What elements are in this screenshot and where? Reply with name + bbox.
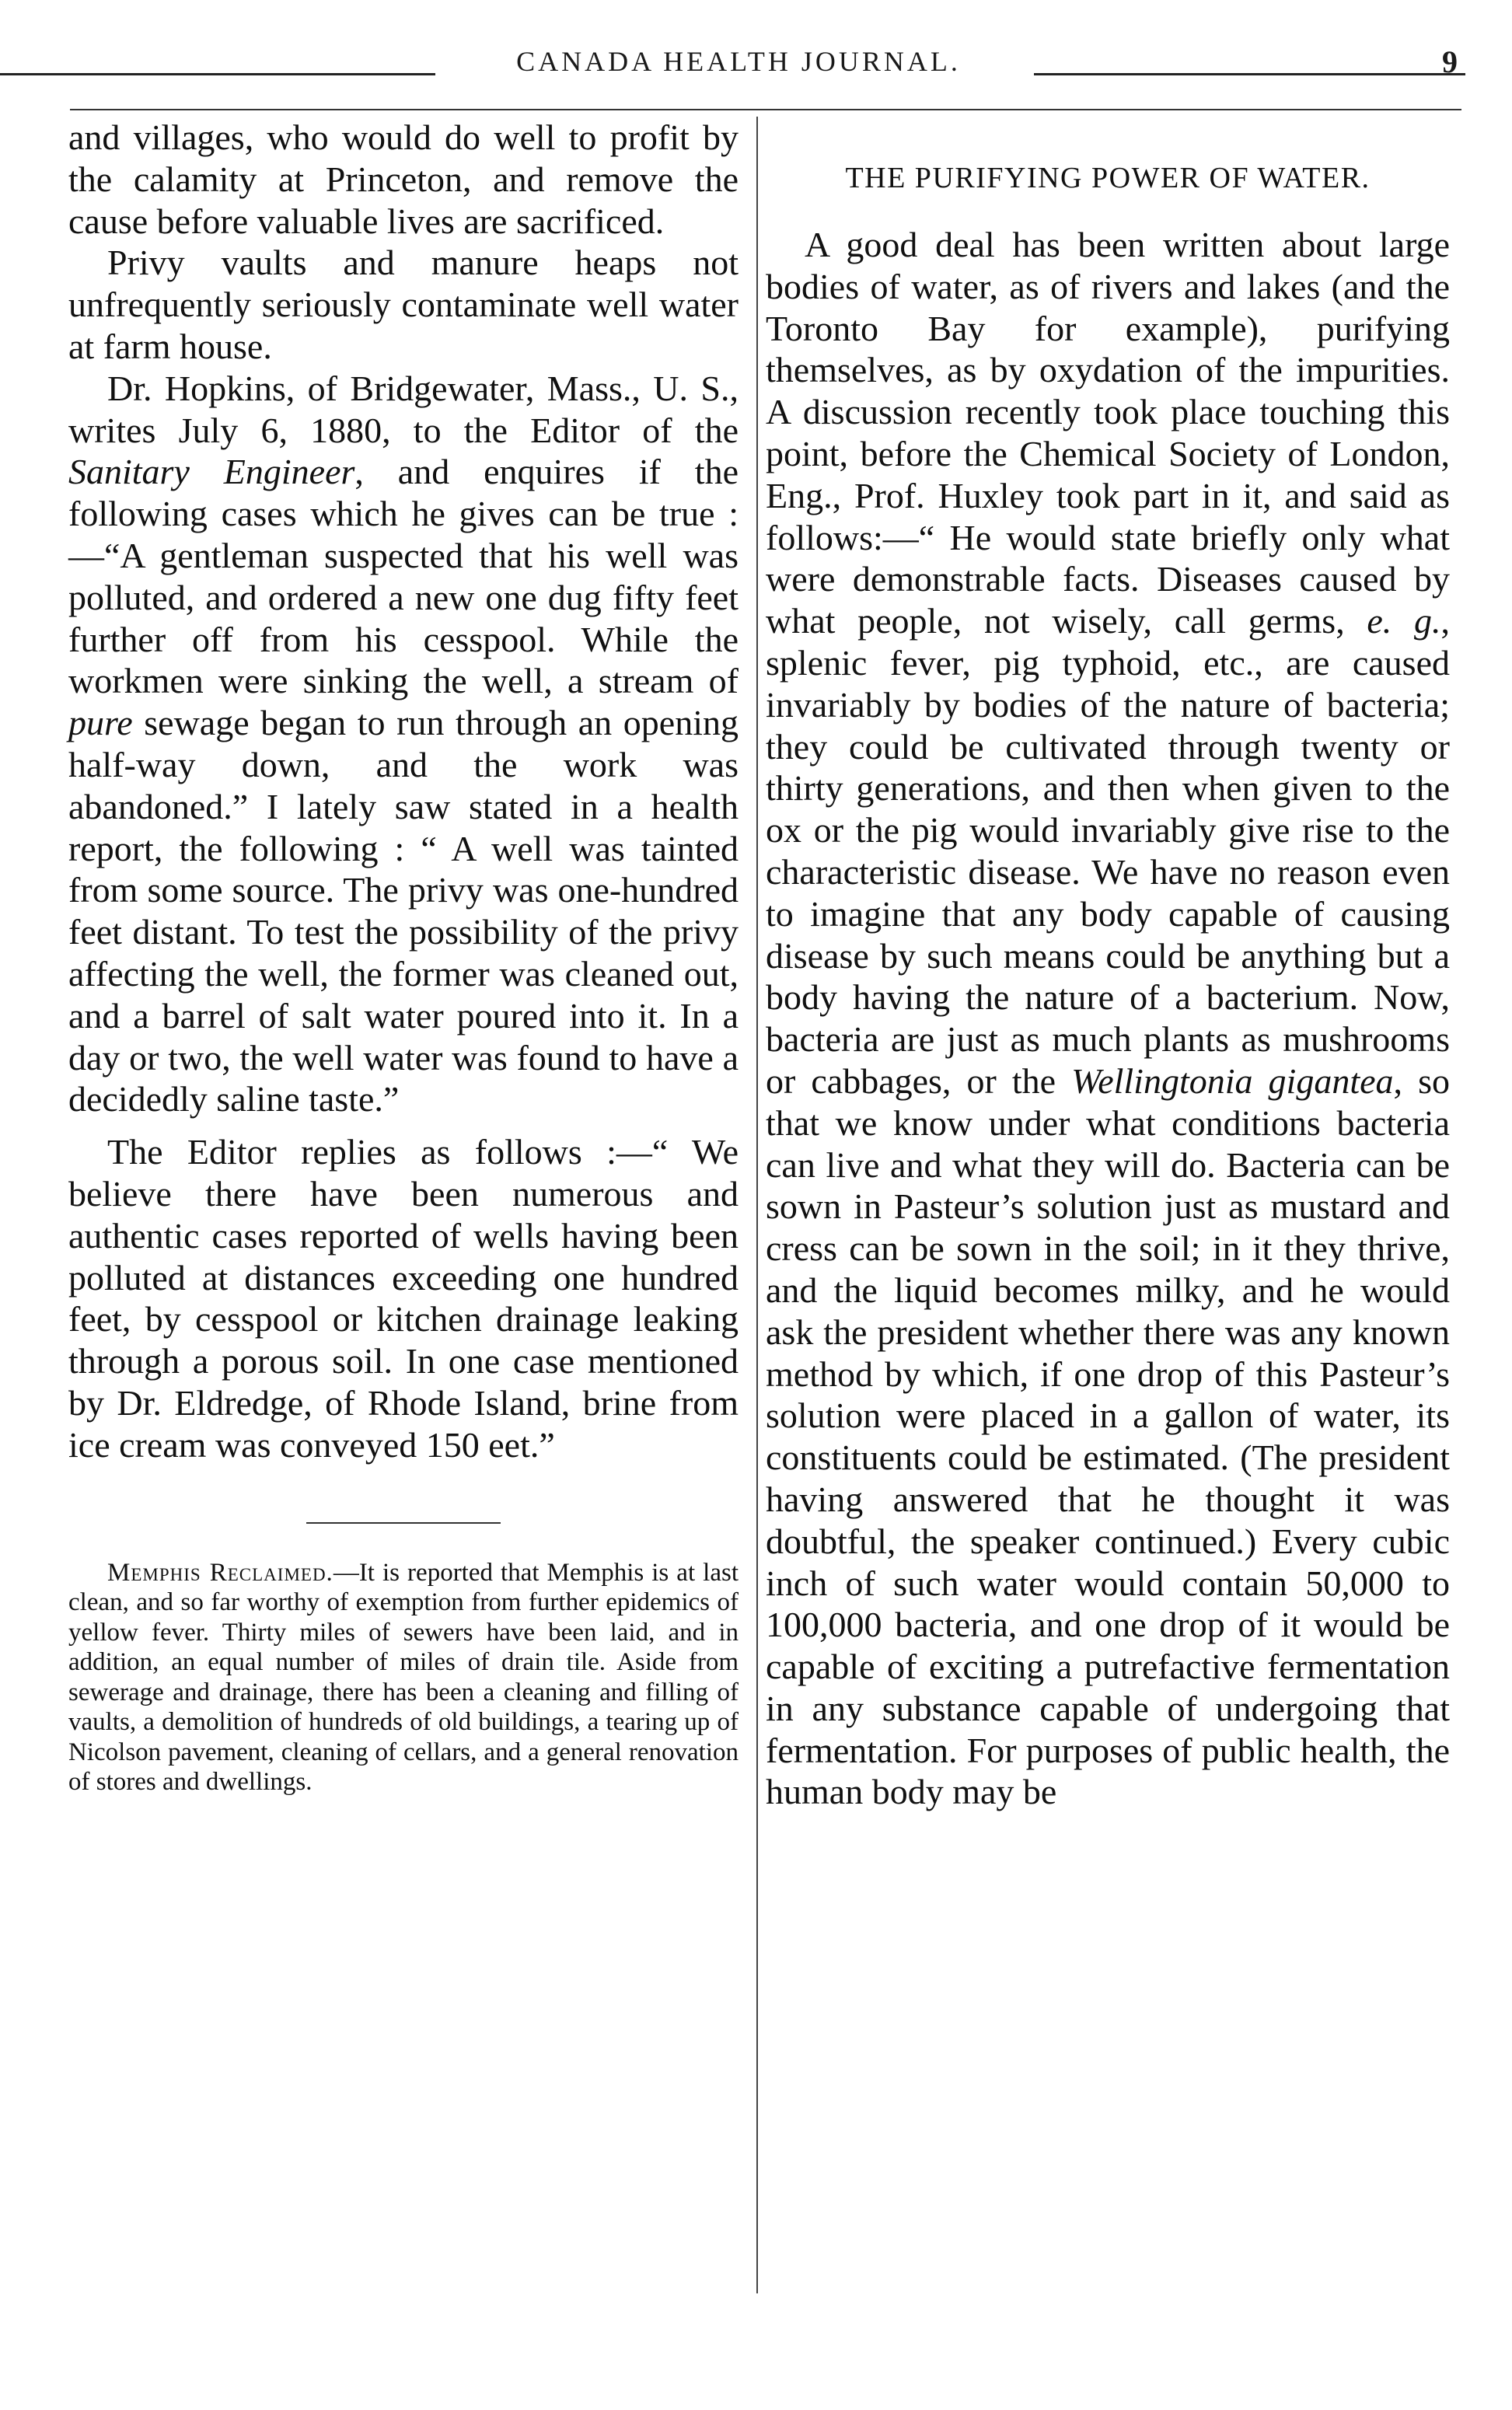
italic-segment: e. g. — [1367, 601, 1441, 641]
text-segment: sewage began to run through an opening half-way down, and the work was abandoned.” I lately saw stated in a health report, the following : “ A well was tainted from some source. The privy was one-hundred feet distant. To test the possibility of the privy affecting the well, the former was cleaned out, and a barrel of salt water poured into it. In a day or two, the well water was found to have a decidedly saline taste.” — [68, 703, 739, 1119]
left-column — [68, 117, 739, 1797]
column-divider — [756, 117, 758, 2293]
text-segment: , so that we know under what conditions bacteria can live and what they will do. Bacteria can be sown in Pasteur’s solution just as mustard and cress can be sown in the soil; in it they thrive, and the liquid becomes milky, and he would ask the president whether there was any known method by which, if one drop of this Pasteur’s solution were placed in a gallon of water, its constituents could be estimated. (The president having answered that he thought it was doubtful, the speaker continued.) Every cubic inch of such water would contain 50,000 to 100,000 bacteria, and one drop of it would be capable of exciting a putrefactive fermentation in any substance capable of undergoing that fermentation. For purposes of public health, the human body may be — [766, 1060, 1450, 1812]
news-item-body: —It is reported that Memphis is at last clean, and so far worthy of exemption from further epidemics of yellow fever. Thirty miles of sewers have been laid, and in addition, an equal number of miles of drain tile. Aside from sewerage and drainage, there has been a cleaning and filling of vaults, a demolition of hundreds of old buildings, a tearing up of Nicolson pavement, cleaning of cellars, and a general renovation of stores and dwellings. — [68, 1558, 739, 1796]
paragraph-gap — [68, 1120, 739, 1131]
header-rule-right — [1034, 73, 1465, 75]
text-segment: , and enquires if the following cases which he gives can be true :—“A gentleman suspected that his well was polluted, and ordered a new one dug fifty feet further off from his cesspool. While the workmen were sinking the well, a stream of — [68, 452, 739, 701]
right-paragraph-1 — [766, 224, 1450, 1813]
news-item-heading: Memphis Reclaimed. — [107, 1558, 333, 1587]
left-paragraph-3 — [68, 368, 739, 1120]
text-segment: and villages, who would do well to profit by the calamity at Princeton, and remove the cause before valuable lives are sacrificed. — [68, 117, 739, 241]
italic-segment: Sanitary Engineer — [68, 452, 355, 492]
italic-segment: pure — [68, 703, 133, 743]
article-title: THE PURIFYING POWER OF WATER. — [845, 162, 1371, 194]
text-segment: Privy vaults and manure heaps not unfrequently seriously contaminate well water at farm house. — [68, 243, 739, 366]
text-segment: Dr. Hopkins, of Bridgewater, Mass., U. S., writes July 6, 1880, to the Editor of the — [68, 368, 739, 450]
italic-segment: Wellingtonia gigantea — [1071, 1060, 1394, 1101]
right-column — [766, 117, 1450, 1813]
header-rule-left — [0, 73, 435, 75]
text-segment: A good deal has been written about large bodies of water, as of rivers and lakes (and the Toronto Bay for example), purifying themselves, as by oxydation of the impurities. A discussion recently took place touching this point, before the Chemical Society of London, Eng., Prof. Huxley took part in it, and said as follows:—“ He would state briefly only what were demonstrable facts. Diseases caused by what people, not wisely, call germs, — [766, 225, 1450, 641]
news-item-memphis — [68, 1558, 739, 1797]
text-segment: The Editor replies as follows :—“ We believe there have been numerous and authentic cases reported of wells having been polluted at distances exceeding one hundred feet, by cesspool or kitchen drainage leaking through a porous soil. In one case mentioned by Dr. Eldredge, of Rhode Island, brine from ice cream was conveyed 150 eet.” — [68, 1132, 739, 1465]
section-separator-rule — [306, 1522, 501, 1524]
text-segment: , splenic fever, pig typhoid, etc., are caused invariably by bodies of the nature of bacteria; they could be cultivated through twenty or thirty generations, and then when given to the ox or the pig would invariably give rise to the characteristic disease. We have no reason even to imagine that any body capable of causing disease by such means could be anything but a body having the nature of a bacterium. Now, bacteria are just as much plants as mushrooms or cabbages, or the — [766, 601, 1450, 1101]
left-paragraph-4 — [68, 1131, 739, 1465]
left-paragraph-2 — [68, 242, 739, 367]
header-underline — [70, 109, 1461, 110]
page-number: 9 — [1442, 44, 1458, 79]
left-paragraph-1 — [68, 117, 739, 242]
running-head: CANADA HEALTH JOURNAL. — [516, 46, 961, 77]
